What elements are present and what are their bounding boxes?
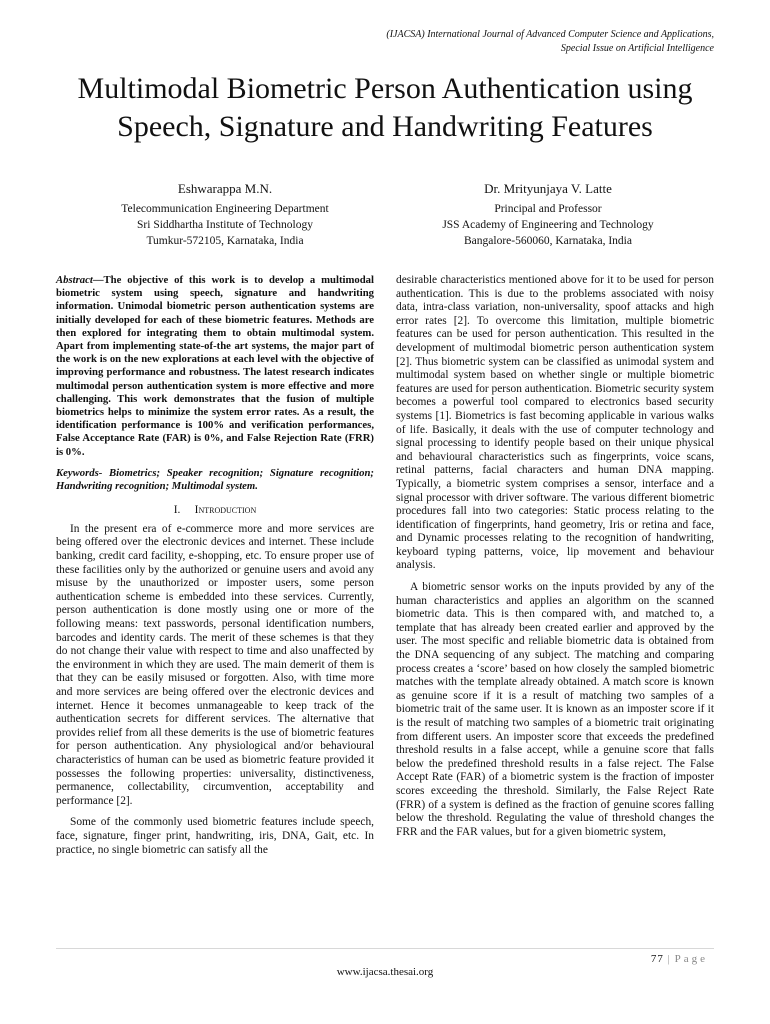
author-affiliation-line: Principal and Professor [494,203,602,215]
paper-title-line1: Multimodal Biometric Person Authentication using [77,72,693,105]
abstract-dash: — [92,274,104,286]
footer-divider [56,948,714,949]
footer-url: www.ijacsa.thesai.org [336,966,434,978]
author-affiliation-line: Sri Siddhartha Institute of Technology [137,219,313,231]
author-block-1 [60,180,390,249]
page-number [651,953,708,965]
page-number-separator: | [667,953,671,965]
author-block-2 [378,180,718,249]
body-paragraph: In the present era of e-commerce more and more services are being offered over the electronic devices and internet. These include banking, credit card facility, e-shopping, etc. To ensure proper use of these facilities only by the authorized or genuine users and avoid any misuse by the unauthorized or imposter users, some person authentication scheme is embedded into these services. Currently, person authentication is done mostly using one or more of the following means: text passwords, personal identification numbers, barcodes and identity cards. The merit of these schemes is that they do not change their value with respect to time and also unaffected by the environment in which they are used. The main demerit of them is that they can be easily misused or forgotten. Also, with time more and more services are being offered over the electronic devices and internet. Hence it becomes unmanageable to keep track of the authentication secrets for different services. The alternative that provides relief from all these demerits is the use of biometric features for person authentication. Any physiological and/or behavioural characteristics of human can be used as biometric feature provided it possesses the following properties: universality, distinctiveness, permanence, collectability, circumvention, acceptability and performance [2]. [56,522,374,807]
journal-header [194,28,714,56]
right-column [396,274,714,839]
body-paragraph: A biometric sensor works on the inputs provided by any of the human characteristics and applies an algorithm on the scanned biometric data. This is then compared with, and matched to, a template that has already been created earlier and approved by the user. The most specific and reliable biometric data is obtained from the DNA sequencing of any subject. The matching and comparing process creates a ‘score’ based on how closely the sampled biometric matches with the template already obtained. A match score is known as genuine score if it is a result of matching two samples of a biometric trait of the same user. It is known as an imposter score if it is the result of matching two samples of a biometric trait originating from different users. An imposter score that exceeds the predefined threshold results in a false accept, while a genuine score that falls below the predefined threshold results in a false reject. The False Accept Rate (FAR) of a biometric system is the fraction of imposter scores exceeding the threshold. Similarly, the False Reject Rate (FRR) of a system is defined as the fraction of genuine scores falling below the threshold. Regulating the value of threshold changes the FRR and the FAR values, but for a given biometric system, [396,581,714,838]
author-affiliation-line: JSS Academy of Engineering and Technology [442,219,654,231]
section-heading [56,504,374,518]
abstract-lead: Abstract [56,274,93,286]
author-affiliation-line: Tumkur-572105, Karnataka, India [146,235,304,247]
body-paragraph: Some of the commonly used biometric features include speech, face, signature, finger print, handwriting, iris, DNA, Gait, etc. In practice, no single biometric can satisfy all the [56,816,374,856]
section-number: I. [173,504,181,517]
left-column [56,274,374,857]
abstract-text: The objective of this work is to develop a multimodal biometric system using speech, signature and handwriting information. Unimodal biometric person authentication systems are initially developed for each of these biometric features. Methods are then explored for integrating them to obtain multimodal system. Apart from implementing state-of-the art systems, the major part of the work is on the new explorations at each level with the objective of improving performance and robustness. The latest research indicates multimodal person authentication system is more effective and more challenging. This work demonstrates that the fusion of multiple biometrics helps to minimize the system error rates. As a result, the identification performance is 100% and verification performances, False Acceptance Rate (FAR) is 0%, and False Rejection Rate (FRR) is 0%. [56,274,374,458]
author-name: Eshwarappa M.N. [177,181,273,196]
paper-title [40,70,730,146]
body-paragraph: desirable characteristics mentioned above for it to be used for person authentication. This is due to the problems associated with noisy data, intra-class variation, non-universality, spoof attacks and high error rates [2]. To overcome this limitation, multiple biometric features can be used for person authentication. This resulted in the development of multimodal biometric person authentication system [2]. Thus biometric system can be classified as unimodal system and multimodal system based on whether single or multiple biometric features are used for person authentication. Biometric security system becomes a powerful tool compared to electronics based security systems [1]. Biometrics is fast becoming applicable in various walks of life. Basically, it deals with the use of computer technology and signal processing to identify people based on their unique physical and behavioural characteristics such as fingerprints, voice scans, retinal patterns, facial characters and human DNA mapping. Typically, a biometric system comprises a sensor, interface and a signal processor with driver software. The various different biometric procedures fall into two categories: Static process relating to the identification of fingerprints, hand geometry, Iris or retina and face, and Dynamic processes relating to the recognition of handwriting, keyboard typing patterns, voice, lip movement and behaviour analysis. [396,274,714,572]
page-word: Page [674,953,708,965]
journal-header-line1: (IJACSA) International Journal of Advanced Computer Science and Applications, [386,29,714,40]
paper-title-line2: Speech, Signature and Handwriting Features [117,110,653,143]
author-affiliation-line: Telecommunication Engineering Department [121,203,329,215]
keywords: Keywords- Biometrics; Speaker recognition; Signature recognition; Handwriting recognition; Multimodal system. [56,466,374,493]
author-affiliation-line: Bangalore-560060, Karnataka, India [464,235,632,247]
abstract [56,274,374,459]
page-number-value: 77 [650,953,664,965]
journal-header-line2: Special Issue on Artificial Intelligence [560,43,714,54]
section-title: Introduction [194,504,257,517]
author-name: Dr. Mrityunjaya V. Latte [484,181,612,196]
